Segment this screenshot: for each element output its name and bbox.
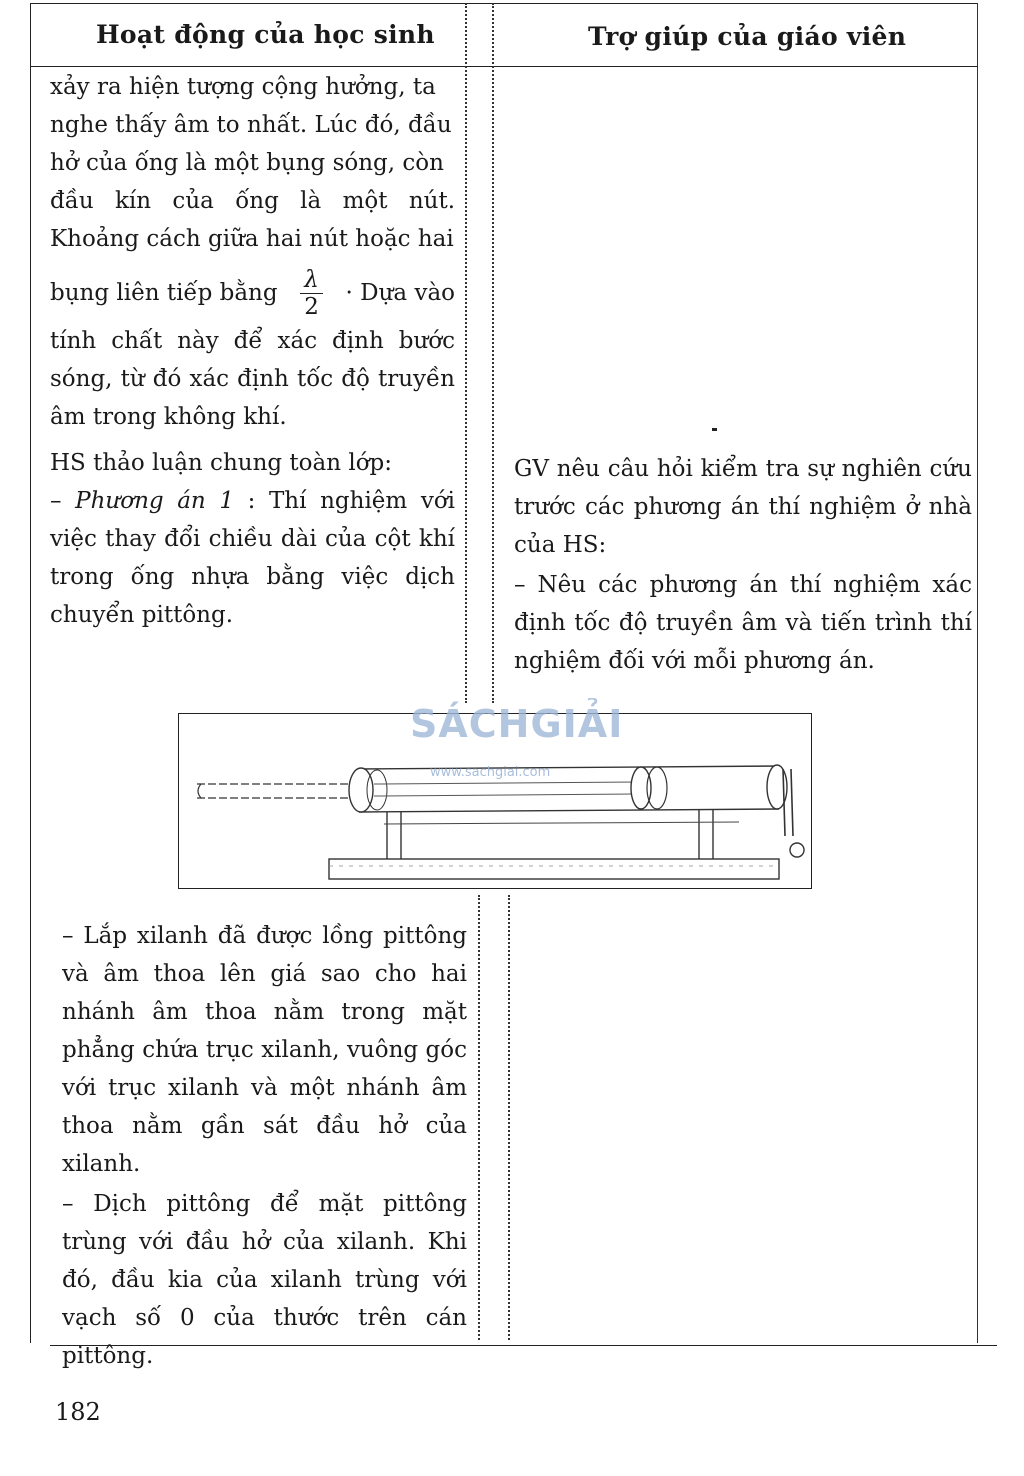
watermark-logo: SÁCHGIẢI [410,702,624,746]
tuning-fork-base [790,843,804,857]
watermark-url: www.sachgiai.com [430,765,551,780]
paragraph-teacher-question: GV nêu câu hỏi kiểm tra sự nghiên cứu trước các phương án thí nghiệm ở nhà của HS: [514,456,972,558]
left-column-bottom [62,917,467,1375]
cylinder-open-end [349,768,373,812]
column-divider-bottom-b [508,895,510,1340]
shelf-rail [384,822,739,824]
paragraph-wavelength: tính chất này để xác định bước sóng, từ đó xác định tốc độ truyền âm trong không khí. [50,328,455,430]
paragraph-class-discussion: HS thảo luận chung toàn lớp: [50,450,393,476]
line: xảy ra hiện tượng cộng hưởng, ta [50,74,436,100]
rod-end [198,784,201,798]
formula-line [50,264,455,322]
inner-rod-bottom [374,794,639,796]
paragraph-teacher-task: – Nêu các phương án thí nghiệm xác định tốc độ truyền âm và tiến trình thí nghiệm đối với mỗi phương án. [514,572,972,674]
header-left: Hoạt động của học sinh [96,20,435,49]
option-1-text: : Thí nghiệm với việc thay đổi chiều dài của cột khí trong ống nhựa bằng việc dịch chuyển pittông. [50,488,456,628]
cylinder-bottom-edge [359,809,779,812]
frame-left-border [30,3,31,1343]
paragraph-option-1 [50,482,455,634]
column-divider-top-a [465,3,467,703]
inner-rod-top [374,782,639,784]
piston-head [631,767,651,809]
paragraph-resonance [50,68,455,258]
lambda-over-two-formula [300,267,323,320]
tuning-fork-prong-2 [791,769,793,836]
base-board [329,859,779,879]
line: nghe thấy âm to nhất. Lúc đó, đầu [50,112,452,138]
line: đầu kín của ống là một nút. [50,188,455,214]
page-number: 182 [55,1398,101,1426]
cylinder-top-edge [359,766,779,769]
header-right: Trợ giúp của giáo viên [588,22,907,51]
right-column-top [514,450,972,680]
dash: – [50,488,76,514]
paragraph-move-piston: – Dịch pittông để mặt pittông trùng với đầu hở của xilanh. Khi đó, đầu kia của xilanh trùng với vạch số 0 của thước trên cán pittông. [62,1191,467,1369]
stray-mark [712,428,717,431]
frame-right-border [977,3,978,1343]
formula-before: bụng liên tiếp bằng [50,280,278,306]
formula-after: · Dựa vào [345,280,455,306]
left-column-top [50,68,455,634]
option-1-title: Phương án 1 [75,488,234,514]
header-separator [30,66,978,67]
frame-top-border [30,3,978,4]
formula-numerator: λ [300,267,323,294]
column-divider-bottom-a [478,895,480,1340]
column-divider-top-b [492,3,494,703]
formula-denominator: 2 [304,293,319,320]
line: Khoảng cách giữa hai nút hoặc hai [50,226,454,252]
paragraph-mount-cylinder: – Lắp xilanh đã được lồng pittông và âm thoa lên giá sao cho hai nhánh âm thoa nằm trong mặt phẳng chứa trục xilanh, vuông góc với trục xilanh và một nhánh âm thoa nằm gần sát đầu hở của xilanh. [62,923,467,1177]
line: hở của ống là một bụng sóng, còn [50,150,444,176]
